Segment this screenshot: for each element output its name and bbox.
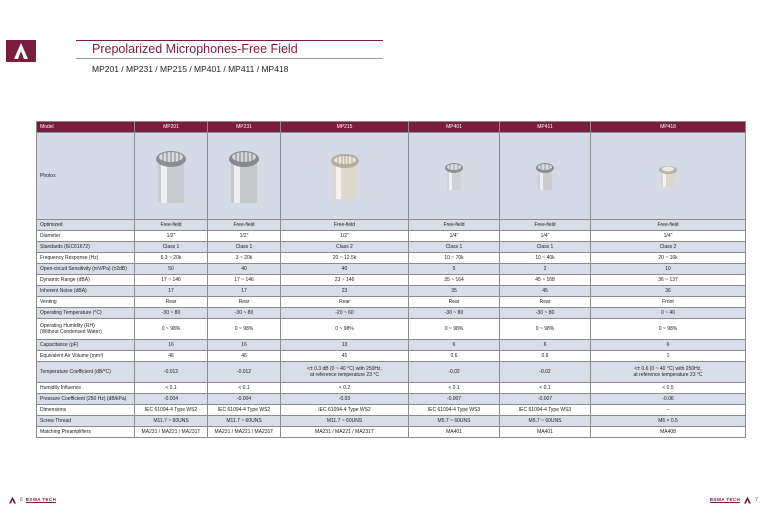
table-cell: M5.7 ~ 60UNS xyxy=(409,416,500,427)
table-cell: Free-field xyxy=(135,220,208,231)
row-label-text: Temperature Coefficient (dB/°C) xyxy=(40,369,111,375)
table-cell: IEC 61094-4 Type WS3 xyxy=(409,405,500,416)
page-number-left: 6 xyxy=(20,497,23,503)
row-label-text: Optimized xyxy=(40,222,63,228)
row-label xyxy=(37,351,135,362)
row-label-text: Diameter xyxy=(40,233,61,239)
row-label-note: (Without Condensed Water) xyxy=(40,329,102,335)
table-cell: M11.7 ~ 60UNS xyxy=(208,416,281,427)
table-cell: -0.007 xyxy=(500,394,591,405)
table-cell: MA408 xyxy=(591,427,746,438)
table-cell: Class 1 xyxy=(208,242,281,253)
row-label xyxy=(37,220,135,231)
table-cell: 6 xyxy=(409,340,500,351)
row-label-text: Inherent Noise (dBA) xyxy=(40,288,87,294)
table-cell: 23 ~ 146 xyxy=(281,275,409,286)
table-cell: -30 ~ 80 xyxy=(135,308,208,319)
table-cell: <± 0.3 dB (0 ~ 40 °C) with 250Hz, at reference temperature 23 °C xyxy=(281,362,409,383)
table-cell: -0.004 xyxy=(208,394,281,405)
row-label xyxy=(37,231,135,242)
row-label xyxy=(37,340,135,351)
table-cell: Front xyxy=(591,297,746,308)
table-cell: 36 ~ 137 xyxy=(591,275,746,286)
row-label xyxy=(37,264,135,275)
table-cell: 0.6 xyxy=(409,351,500,362)
bswa-footer-logo-icon xyxy=(743,496,752,504)
table-cell: 0 ~ 98% xyxy=(500,319,591,340)
table-cell: IEC 61094-4 Type WS2 xyxy=(208,405,281,416)
table-cell: MA231 / MA221 / MA231T xyxy=(208,427,281,438)
table-cell: Class 2 xyxy=(281,242,409,253)
photos-row xyxy=(37,133,746,220)
table-row xyxy=(37,383,746,394)
page-subtitle: MP201 / MP231 / MP215 / MP401 / MP411 / MP418 xyxy=(92,64,289,74)
table-cell: 36 xyxy=(591,286,746,297)
table-cell: MA231 / MA221 / MA231T xyxy=(281,427,409,438)
table-cell: < 0.1 xyxy=(208,383,281,394)
row-label-text: Dynamic Range (dBA) xyxy=(40,277,90,283)
table-cell: IEC 61094-4 Type WS3 xyxy=(500,405,591,416)
table-cell: 0 ~ 40 xyxy=(591,308,746,319)
quarter-inch-microphone-icon xyxy=(534,160,556,192)
table-cell: M5.7 ~ 60UNS xyxy=(500,416,591,427)
table-cell: IEC 61094-4 Type WS2 xyxy=(281,405,409,416)
table-cell: Rear xyxy=(281,297,409,308)
table-row xyxy=(37,405,746,416)
table-cell: -0.012 xyxy=(208,362,281,383)
table-cell: 1/4" xyxy=(591,231,746,242)
row-label xyxy=(37,383,135,394)
page-title: Prepolarized Microphones-Free Field xyxy=(92,42,298,56)
table-cell: -30 ~ 80 xyxy=(500,308,591,319)
table-row xyxy=(37,351,746,362)
table-cell: 16 xyxy=(135,340,208,351)
photos-label: Photos xyxy=(37,133,135,220)
table-cell: 5 xyxy=(409,264,500,275)
header-mp231: MP231 xyxy=(208,122,281,133)
table-cell: Free-field xyxy=(591,220,746,231)
table-cell: 1/2" xyxy=(208,231,281,242)
table-cell: 40 xyxy=(281,264,409,275)
table-cell: 1/2" xyxy=(281,231,409,242)
table-cell: 35 xyxy=(409,286,500,297)
table-cell: 10 ~ 40k xyxy=(500,253,591,264)
table-row xyxy=(37,362,746,383)
table-cell: Class 1 xyxy=(409,242,500,253)
row-label-text: Standards (IEC61672) xyxy=(40,244,90,250)
table-row xyxy=(37,220,746,231)
half-inch-microphone-icon xyxy=(226,147,262,205)
quarter-inch-microphone-icon xyxy=(443,160,465,192)
table-cell: Class 2 xyxy=(591,242,746,253)
table-cell: < 0.1 xyxy=(409,383,500,394)
row-label xyxy=(37,275,135,286)
table-cell: MA401 xyxy=(500,427,591,438)
table-row xyxy=(37,275,746,286)
row-label xyxy=(37,427,135,438)
row-label-text: Pressure Coefficient (250 Hz) (dB/kPa) xyxy=(40,396,127,402)
table-cell: -- xyxy=(591,405,746,416)
spec-table xyxy=(36,121,746,438)
table-cell: 0 ~ 98% xyxy=(208,319,281,340)
table-cell: -20 ~ 60 xyxy=(281,308,409,319)
row-label xyxy=(37,405,135,416)
table-cell: 35 ~ 164 xyxy=(409,275,500,286)
row-label-text: Screw Thread xyxy=(40,418,72,424)
row-label xyxy=(37,242,135,253)
row-label-text: Venting xyxy=(40,299,57,305)
table-cell: Free-field xyxy=(281,220,409,231)
photo-mp411 xyxy=(500,133,591,220)
table-cell: < 0.1 xyxy=(135,383,208,394)
table-cell: 17 xyxy=(135,286,208,297)
row-label xyxy=(37,362,135,383)
table-cell: -0.004 xyxy=(135,394,208,405)
header-mp215: MP215 xyxy=(281,122,409,133)
table-cell: < 0.1 xyxy=(500,383,591,394)
table-cell: M11.7 ~ 60UNS xyxy=(135,416,208,427)
title-rule xyxy=(76,40,383,41)
table-cell: 3 ~ 20k xyxy=(208,253,281,264)
table-cell: Free-field xyxy=(208,220,281,231)
table-row xyxy=(37,416,746,427)
quarter-inch-microphone-icon xyxy=(657,163,679,189)
table-cell: -30 ~ 80 xyxy=(409,308,500,319)
table-cell: <± 0.6 (0 ~ 40 °C) with 250Hz, at reference temperature 23 °C xyxy=(591,362,746,383)
table-cell: IEC 61094-4 Type WS2 xyxy=(135,405,208,416)
half-inch-microphone-icon xyxy=(153,147,189,205)
table-cell: -0.06 xyxy=(591,394,746,405)
row-label-text: Equivalent Air Volume (mm³) xyxy=(40,353,104,359)
brand-right: BSWA TECH xyxy=(709,497,741,502)
table-cell: 46 xyxy=(135,351,208,362)
photo-mp231 xyxy=(208,133,281,220)
table-cell: 1/2" xyxy=(135,231,208,242)
row-label-text: Frequency Response (Hz) xyxy=(40,255,99,261)
row-label xyxy=(37,308,135,319)
table-cell: 0 ~ 98% xyxy=(591,319,746,340)
row-label xyxy=(37,319,135,340)
row-label-text: Open-circuit Sensitivity (mV/Pa) (±2dB) xyxy=(40,266,127,272)
table-row xyxy=(37,308,746,319)
bswa-logo-icon xyxy=(6,40,36,62)
table-cell: Rear xyxy=(135,297,208,308)
table-cell: 20 ~ 12.5k xyxy=(281,253,409,264)
row-label xyxy=(37,416,135,427)
row-label-text: Humidity Influence xyxy=(40,385,82,391)
table-cell: < 0.5 xyxy=(591,383,746,394)
table-cell: -0.03 xyxy=(281,394,409,405)
table-cell: 0 ~ 98% xyxy=(135,319,208,340)
table-cell: MA231 / MA221 / MA231T xyxy=(135,427,208,438)
page-number-right: 7 xyxy=(755,497,758,503)
table-row xyxy=(37,242,746,253)
subtitle-rule xyxy=(76,58,383,59)
table-row xyxy=(37,231,746,242)
photo-mp418 xyxy=(591,133,746,220)
row-label-text: Capacitance (pF) xyxy=(40,342,79,348)
row-label-text: Operating Humidity (RH) xyxy=(40,323,95,329)
table-cell: 6 xyxy=(591,340,746,351)
photo-mp401 xyxy=(409,133,500,220)
table-cell: Rear xyxy=(500,297,591,308)
table-cell: 1/4" xyxy=(409,231,500,242)
header-mp401: MP401 xyxy=(409,122,500,133)
header-model: Model xyxy=(37,122,135,133)
table-cell: 1/4" xyxy=(500,231,591,242)
table-row xyxy=(37,394,746,405)
table-cell: M6 × 0.5 xyxy=(591,416,746,427)
table-row xyxy=(37,253,746,264)
table-cell: 17 xyxy=(208,286,281,297)
table-cell: 17 ~ 146 xyxy=(135,275,208,286)
brand-left: BSWA TECH xyxy=(25,497,57,502)
table-cell: -0.02 xyxy=(409,362,500,383)
row-label-text: Matching Preamplifiers xyxy=(40,429,91,435)
table-cell: Free-field xyxy=(409,220,500,231)
half-inch-microphone-icon xyxy=(328,151,362,201)
table-header-row xyxy=(37,122,746,133)
table-row xyxy=(37,297,746,308)
photo-mp215 xyxy=(281,133,409,220)
table-row xyxy=(37,286,746,297)
table-cell: 40 xyxy=(208,264,281,275)
table-cell: M11.7 ~ 60UNS xyxy=(281,416,409,427)
table-cell: 0 ~ 98% xyxy=(409,319,500,340)
footer-left xyxy=(8,495,56,505)
table-cell: 10 ~ 70k xyxy=(409,253,500,264)
bswa-footer-logo-icon xyxy=(8,496,17,504)
table-cell: 46 xyxy=(208,351,281,362)
table-cell: 20 ~ 16k xyxy=(591,253,746,264)
table-row xyxy=(37,264,746,275)
table-cell: 0.6 xyxy=(500,351,591,362)
table-cell: 6 xyxy=(500,340,591,351)
table-cell: < 0.2 xyxy=(281,383,409,394)
table-cell: 16 xyxy=(208,340,281,351)
header-mp201: MP201 xyxy=(135,122,208,133)
table-cell: 45 ~ 168 xyxy=(500,275,591,286)
table-row xyxy=(37,319,746,340)
table-cell: 6.3 ~ 20k xyxy=(135,253,208,264)
row-label xyxy=(37,286,135,297)
table-cell: 13 xyxy=(281,340,409,351)
table-cell: 1 xyxy=(591,351,746,362)
footer-right xyxy=(710,495,758,505)
table-cell: -30 ~ 80 xyxy=(208,308,281,319)
table-cell: Rear xyxy=(409,297,500,308)
table-cell: Class 1 xyxy=(500,242,591,253)
table-cell: Rear xyxy=(208,297,281,308)
table-cell: MA401 xyxy=(409,427,500,438)
table-cell: Free-field xyxy=(500,220,591,231)
table-cell: -0.012 xyxy=(135,362,208,383)
photo-mp201 xyxy=(135,133,208,220)
table-row xyxy=(37,340,746,351)
table-cell: 17 ~ 146 xyxy=(208,275,281,286)
table-row xyxy=(37,427,746,438)
row-label-text: Operating Temperature (°C) xyxy=(40,310,102,316)
row-label xyxy=(37,253,135,264)
table-cell: -0.02 xyxy=(500,362,591,383)
row-label-text: Dimensions xyxy=(40,407,67,413)
table-cell: -0.007 xyxy=(409,394,500,405)
table-cell: 45 xyxy=(500,286,591,297)
table-cell: 23 xyxy=(281,286,409,297)
table-cell: 2 xyxy=(500,264,591,275)
row-label xyxy=(37,297,135,308)
table-cell: Class 1 xyxy=(135,242,208,253)
table-cell: 50 xyxy=(135,264,208,275)
table-cell: 0 ~ 98% xyxy=(281,319,409,340)
header-mp411: MP411 xyxy=(500,122,591,133)
row-label xyxy=(37,394,135,405)
table-cell: 45 xyxy=(281,351,409,362)
header-mp418: MP418 xyxy=(591,122,746,133)
table-cell: 10 xyxy=(591,264,746,275)
table-body xyxy=(37,133,746,438)
